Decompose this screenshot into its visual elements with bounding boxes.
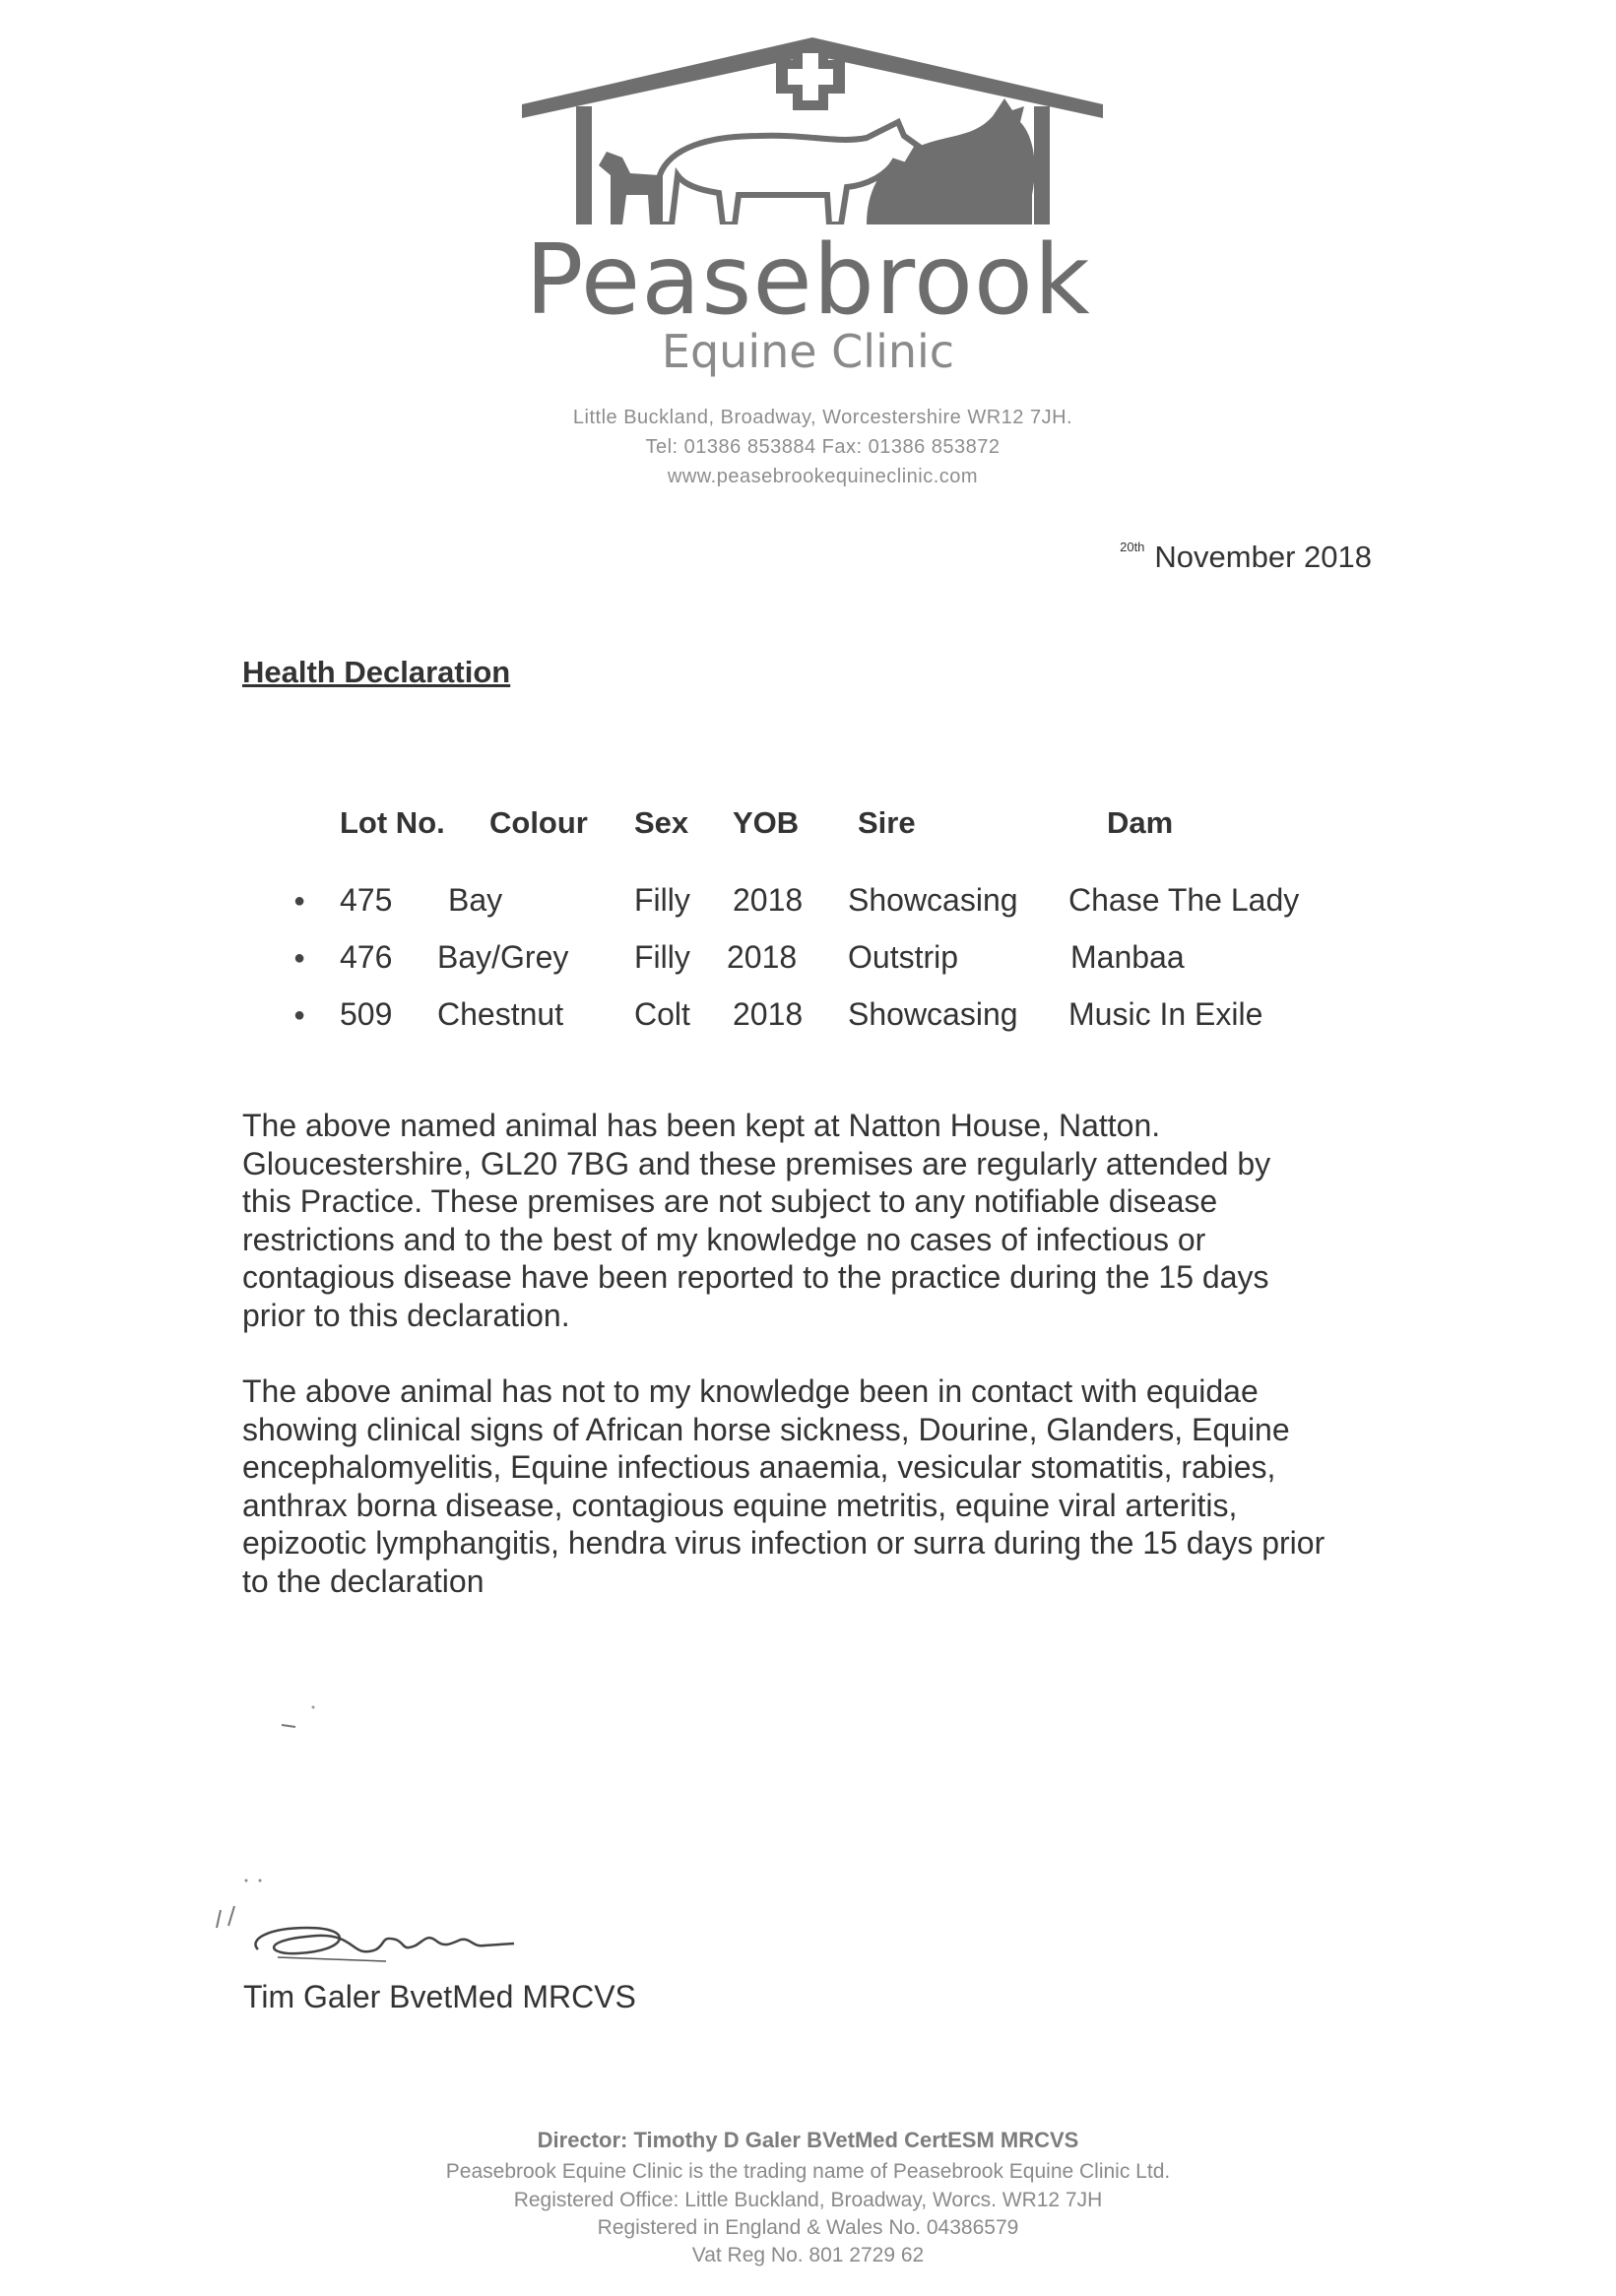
cell-dam: Music In Exile xyxy=(1068,996,1263,1032)
clinic-website: www.peasebrookequineclinic.com xyxy=(667,466,979,487)
clinic-logo-icon xyxy=(512,28,1113,224)
header-sire: Sire xyxy=(858,805,916,840)
brand-name: Peasebrook xyxy=(525,224,1091,337)
header-colour: Colour xyxy=(489,805,588,840)
cell-dam: Manbaa xyxy=(1070,939,1185,975)
footer-registered-office: Registered Office: Little Buckland, Broadway, Worcs. WR12 7JH xyxy=(513,2189,1103,2211)
header-sex: Sex xyxy=(634,805,689,840)
date-month-year: November 2018 xyxy=(1154,540,1372,574)
declaration-paragraph-diseases: The above animal has not to my knowledge been in contact with equidae showing clinical signs of African horse sickness, Dourine, Glanders, Equine encephalomyelitis, Equine infectious anaemia, vesicular stomatitis, rabies, anthrax borna disease, contagious equine metritis, equine viral arteritis, epizootic lymphangitis, hendra virus infection or surra during the 15 days prior to the declaration xyxy=(242,1373,1325,1599)
clinic-phone-fax: Tel: 01386 853884 Fax: 01386 853872 xyxy=(645,436,1001,458)
stray-mark-icon xyxy=(278,1703,317,1733)
cell-sex: Colt xyxy=(634,996,690,1032)
cell-colour: Bay/Grey xyxy=(437,939,569,975)
cell-yob: 2018 xyxy=(727,939,798,975)
cell-colour: Bay xyxy=(448,882,503,918)
page-title: Health Declaration xyxy=(242,655,511,689)
footer-vat-number: Vat Reg No. 801 2729 62 xyxy=(691,2244,925,2266)
cell-sex: Filly xyxy=(634,882,690,918)
signature-icon xyxy=(209,1871,534,1979)
footer-company-number: Registered in England & Wales No. 04386579 xyxy=(597,2216,1019,2239)
footer-trading-name: Peasebrook Equine Clinic is the trading name of Peasebrook Equine Clinic Ltd. xyxy=(445,2160,1171,2183)
cell-lot: 475 xyxy=(340,882,393,918)
header-yob: YOB xyxy=(733,805,800,840)
cell-sex: Filly xyxy=(634,939,690,975)
header-lot-no: Lot No. xyxy=(340,805,445,840)
cell-lot: 476 xyxy=(340,939,393,975)
cell-lot: 509 xyxy=(340,996,393,1032)
cell-sire: Showcasing xyxy=(848,882,1018,918)
cell-colour: Chestnut xyxy=(437,996,564,1032)
cell-yob: 2018 xyxy=(733,882,804,918)
cell-dam: Chase The Lady xyxy=(1068,882,1300,918)
declaration-paragraph-premises: The above named animal has been kept at Natton House, Natton. Gloucestershire, GL20 7BG and these premises are regularly attended by this Practice. These premises are not subject to any notifiable disease restrictions and to the best of my knowledge no cases of infectious or contagious disease have been reported to the practice during the 15 days prior to this declaration. xyxy=(242,1108,1271,1333)
header-dam: Dam xyxy=(1107,805,1174,840)
bullet-icon: ● xyxy=(293,1004,306,1026)
clinic-address: Little Buckland, Broadway, Worcestershire WR12 7JH. xyxy=(572,407,1073,428)
document-date xyxy=(1120,540,1372,575)
date-day: 20th xyxy=(1120,540,1145,554)
signer-name: Tim Galer BvetMed MRCVS xyxy=(243,1979,636,2014)
brand-subtitle: Equine Clinic xyxy=(661,325,955,378)
cell-sire: Outstrip xyxy=(848,939,959,975)
bullet-icon: ● xyxy=(293,947,306,969)
footer-director: Director: Timothy D Galer BVetMed CertESM MRCVS xyxy=(537,2128,1079,2152)
bullet-icon: ● xyxy=(293,890,306,912)
cell-yob: 2018 xyxy=(733,996,804,1032)
cell-sire: Showcasing xyxy=(848,996,1018,1032)
